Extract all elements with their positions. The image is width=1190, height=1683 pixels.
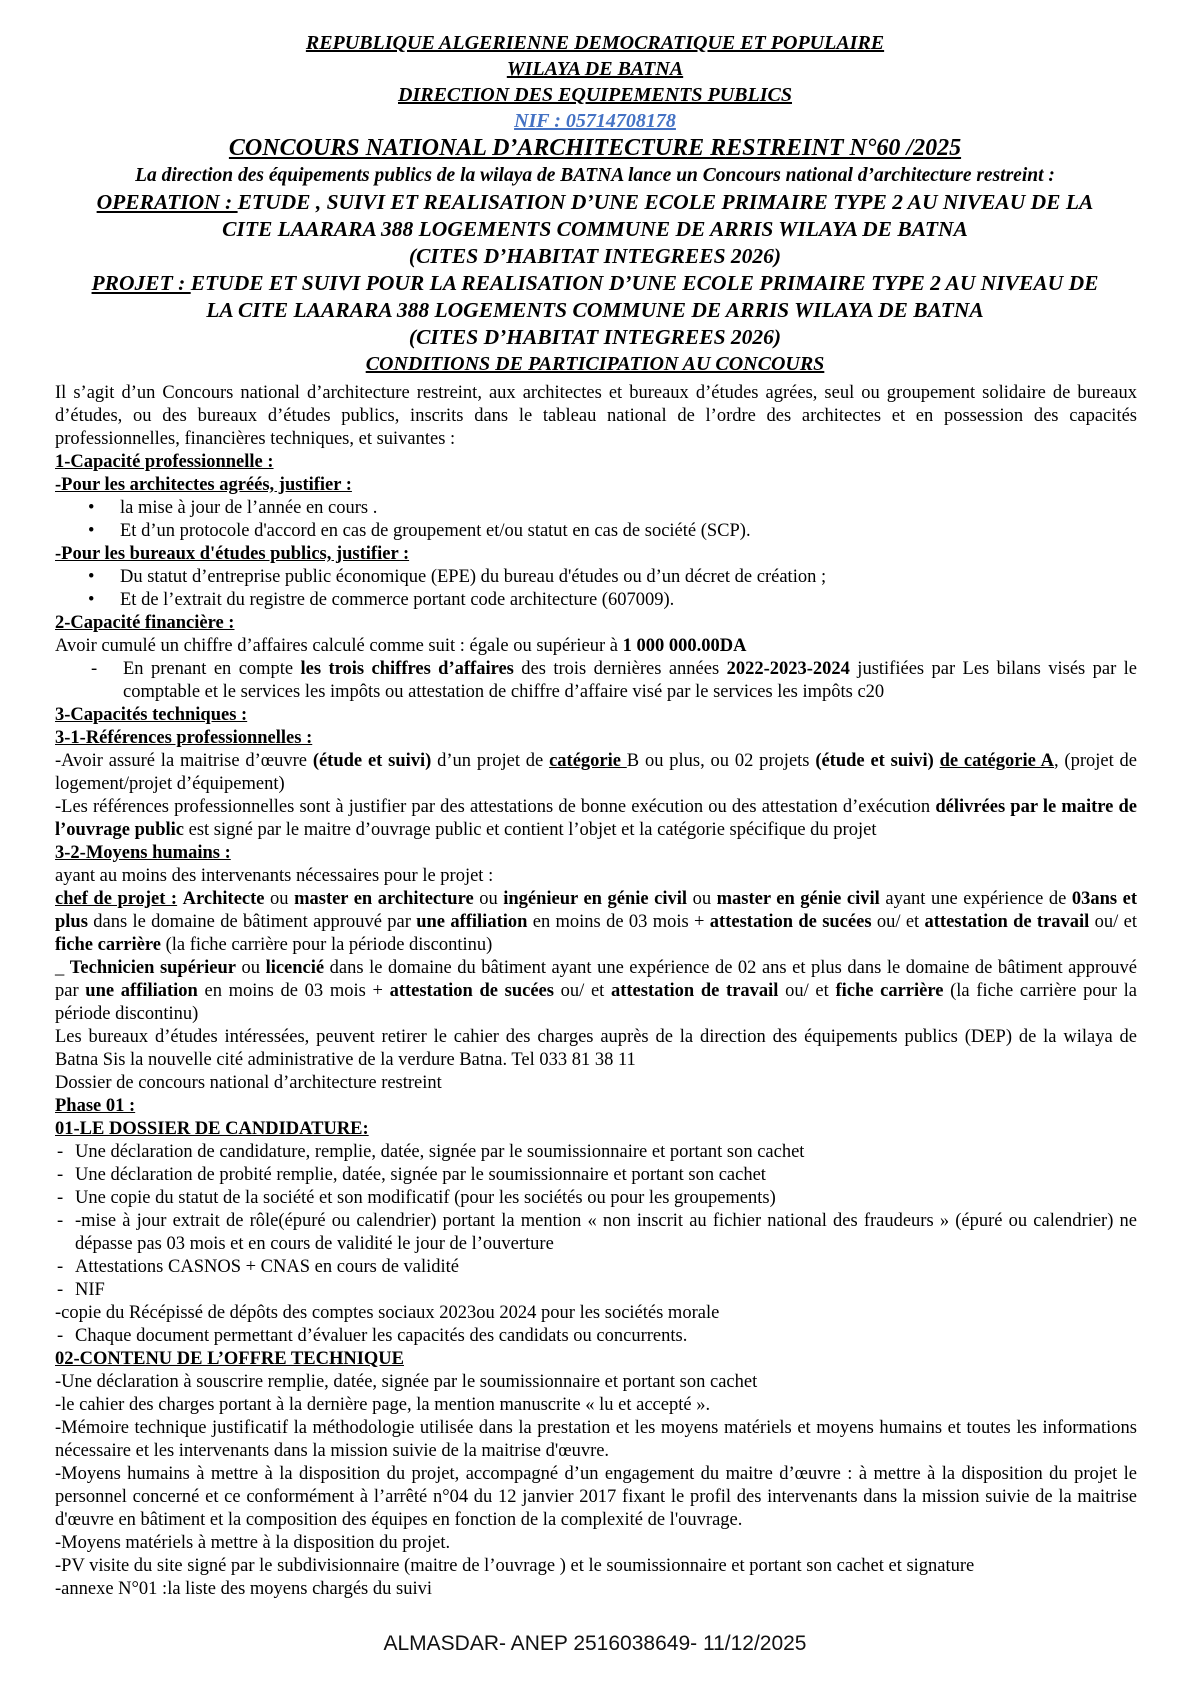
projet-line-3	[0, 324, 1190, 351]
text-run: WILAYA DE BATNA	[506, 58, 684, 80]
text-run: Les bureaux d’études intéressées, peuvent retirer le cahier des charges auprès de la direction des équipements publics (DEP) de la wilaya de Batna Sis la nouvelle cité administrative de la verdure Batna. Tel 033 81 38 11	[55, 1027, 1137, 1070]
direction-title	[0, 82, 1190, 108]
section-heading	[55, 612, 1137, 635]
text-run: B ou plus, ou 02 projets	[626, 751, 816, 771]
paragraph	[55, 382, 1137, 451]
text-run: les trois chiffres d’affaires	[300, 659, 514, 679]
text-run: 01-LE DOSSIER DE CANDIDATURE:	[55, 1119, 369, 1139]
text-run: est signé par le maitre d’ouvrage public et contient l’objet et la catégorie spécifique du projet	[184, 820, 877, 840]
dash-item	[55, 1141, 1137, 1164]
text-run: -Pour les bureaux d'études publics, justifier :	[55, 544, 410, 564]
text-run: DIRECTION DES EQUIPEMENTS PUBLICS	[398, 84, 792, 106]
list-marker: -	[57, 1326, 64, 1346]
text-run: Architecte	[182, 889, 265, 909]
list-marker: -	[57, 1165, 64, 1185]
operation-line-3	[0, 243, 1190, 270]
text-run: -Avoir assuré la maitrise d’œuvre	[55, 751, 313, 771]
text-run: une affiliation	[85, 981, 198, 1001]
text-run: ingénieur en génie civil	[503, 889, 688, 909]
dash-item	[55, 1325, 1137, 1348]
text-run: 3-Capacités techniques :	[55, 705, 248, 725]
section-heading	[55, 1118, 1137, 1141]
text-run: la mise à jour de l’année en cours .	[120, 498, 378, 518]
text-run: de catégorie A	[939, 751, 1054, 771]
text-run: -PV visite du site signé par le subdivisionnaire (maitre de l’ouvrage ) et le soumissionnaire et portant son cachet et signature	[55, 1556, 975, 1576]
text-run: délivrées par le maitre de l’ouvrage public	[55, 797, 1137, 840]
paragraph	[55, 1555, 1137, 1578]
text-run: ou/ et	[778, 981, 836, 1001]
text-run: attestation de sucées	[709, 912, 872, 932]
text-run: PROJET :	[91, 271, 191, 295]
text-run: justifiées par Les bilans visés par le comptable et le services les impôts ou attestation de chiffre d’affaire visé par le services les impôts c20	[123, 659, 1138, 702]
footer-note: ALMASDAR- ANEP 2516038649- 11/12/2025	[383, 1632, 807, 1655]
text-run: 2-Capacité financière :	[55, 613, 235, 633]
projet-line-2	[0, 297, 1190, 324]
text-run: Phase 01 :	[55, 1096, 136, 1116]
text-run: dans le domaine de bâtiment approuvé par	[87, 912, 417, 932]
operation-line	[0, 189, 1190, 216]
text-run: attestation de travail	[610, 981, 779, 1001]
text-run: Technicien supérieur	[69, 958, 236, 978]
text-run: (étude et suivi)	[312, 751, 432, 771]
text-run: Du statut d’entreprise public économique (EPE) du bureau d'études ou d’un décret de création ;	[120, 567, 827, 587]
text-run: 1 000 000.00DA	[622, 636, 747, 656]
text-run: master en architecture	[294, 889, 474, 909]
bullet-item	[55, 520, 1137, 543]
list-marker: •	[88, 498, 95, 518]
text-run: REPUBLIQUE ALGERIENNE DEMOCRATIQUE ET POPULAIRE	[305, 32, 885, 54]
text-run: licencié	[265, 958, 325, 978]
dash-item	[55, 1256, 1137, 1279]
list-marker: •	[88, 521, 95, 541]
list-marker: -	[91, 659, 98, 679]
text-run: d’un projet de	[431, 751, 550, 771]
conditions-title	[0, 351, 1190, 378]
intro-line	[0, 163, 1190, 189]
text-run: LA CITE LAARARA 388 LOGEMENTS COMMUNE DE ARRIS WILAYA DE BATNA	[206, 298, 984, 322]
text-run: 3-1-Références professionnelles :	[55, 728, 313, 748]
text-run: ou/ et	[553, 981, 611, 1001]
text-run: La direction des équipements publics de la wilaya de BATNA lance un Concours national d’architecture restreint :	[135, 165, 1055, 186]
text-run: 02-CONTENU DE L’OFFRE TECHNIQUE	[55, 1349, 404, 1369]
projet-line	[0, 270, 1190, 297]
text-run: NIF	[75, 1280, 105, 1300]
text-run: Attestations CASNOS + CNAS en cours de validité	[75, 1257, 460, 1277]
text-run: CONDITIONS DE PARTICIPATION AU CONCOURS	[365, 353, 825, 375]
text-run: -Mémoire technique justificatif la méthodologie utilisée dans la prestation et les moyens matériels et moyens humains et toutes les informations nécessaire et les intervenants dans la mission suivie de la maitrise d'œuvre.	[55, 1418, 1137, 1461]
text-run: Avoir cumulé un chiffre d’affaires calculé comme suit : égale ou supérieur à	[55, 636, 623, 656]
text-run: Et d’un protocole d'accord en cas de groupement et/ou statut en cas de société (SCP).	[120, 521, 751, 541]
text-run: attestation de travail	[924, 912, 1090, 932]
text-run: (la fiche carrière pour la période discontinu)	[160, 935, 493, 955]
paragraph	[55, 1302, 1137, 1325]
text-run: ou/ et	[1089, 912, 1137, 932]
text-run: -Les références professionnelles sont à justifier par des attestations de bonne exécution ou des attestation d’exécution	[55, 797, 936, 817]
dash-item	[55, 1187, 1137, 1210]
section-heading	[55, 1095, 1137, 1118]
paragraph	[55, 1394, 1137, 1417]
text-run: en moins de 03 mois +	[197, 981, 390, 1001]
list-marker: -	[57, 1211, 64, 1231]
text-run: (CITES D’HABITAT INTEGREES 2026)	[408, 244, 782, 268]
text-run: -Pour les architectes agréés, justifier :	[55, 475, 352, 495]
paragraph	[55, 1371, 1137, 1394]
text-run: Il s’agit d’un Concours national d’architecture restreint, aux architectes et bureaux d’études agrées, seul ou groupement solidaire de bureaux d’études, ou des bureaux d’études publics, inscrits dans le tableau national de l’ordre des architectes et en possession des capacités professionnelles, financières techniques, et suivantes :	[55, 383, 1137, 449]
text-run: ayant au moins des intervenants nécessaires pour le projet :	[55, 866, 494, 886]
text-run: Et de l’extrait du registre de commerce portant code architecture (607009).	[120, 590, 675, 610]
text-run: Dossier de concours national d’architecture restreint	[55, 1073, 442, 1093]
text-run: -Moyens humains à mettre à la disposition du projet, accompagné d’un engagement du maitre d’œuvre : à mettre à la disposition du projet le personnel concerné et ce conformément à l’arrêté n°04 du 12 janvier 2017 fixant le profil des intervenants dans la mission suivie de la maitrise d'œuvre en bâtiment et la composition des équipes en fonction de la complexité de l'ouvrage.	[55, 1464, 1137, 1530]
paragraph	[55, 865, 1137, 888]
text-run: 03ans et plus	[55, 889, 1138, 932]
paragraph	[55, 1026, 1137, 1072]
section-heading	[55, 1348, 1137, 1371]
text-run: Une déclaration de candidature, remplie, datée, signée par le soumissionnaire et portant son cachet	[75, 1142, 805, 1162]
text-run: 2022-2023-2024	[726, 659, 850, 679]
text-run: dans le domaine du bâtiment ayant une expérience de 02 ans et plus dans le domaine de bâtiment approuvé par	[55, 958, 1138, 1001]
text-run: 1-Capacité professionnelle :	[55, 452, 274, 472]
text-run: ou/ et	[871, 912, 925, 932]
paragraph	[55, 796, 1137, 842]
text-run: une affiliation	[416, 912, 528, 932]
text-run: -Une déclaration à souscrire remplie, datée, signée par le soumissionnaire et portant son cachet	[55, 1372, 758, 1392]
text-run: Chaque document permettant d’évaluer les capacités des candidats ou concurrents.	[75, 1326, 688, 1346]
text-run: NIF : 05714708178	[514, 110, 676, 132]
list-marker: •	[88, 567, 95, 587]
list-marker: -	[57, 1142, 64, 1162]
section-heading	[55, 727, 1137, 750]
dash-item	[55, 658, 1137, 704]
text-run: -annexe N°01 :la liste des moyens chargés du suivi	[55, 1579, 432, 1599]
text-run: CITE LAARARA 388 LOGEMENTS COMMUNE DE ARRIS WILAYA DE BATNA	[222, 217, 968, 241]
text-run: Une copie du statut de la société et son modificatif (pour les sociétés ou pour les groupements)	[75, 1188, 776, 1208]
republic-title	[0, 30, 1190, 56]
dash-item	[55, 1210, 1137, 1256]
text-run: -le cahier des charges portant à la dernière page, la mention manuscrite « lu et accepté ».	[55, 1395, 711, 1415]
text-run: catégorie	[549, 751, 627, 771]
list-marker: -	[57, 1188, 64, 1208]
text-run: CONCOURS NATIONAL D’ARCHITECTURE RESTREINT N°60 /2025	[228, 135, 962, 161]
text-run: -mise à jour extrait de rôle(épuré ou calendrier) portant la mention « non inscrit au fichier national des fraudeurs » (épuré ou calendrier) ne dépasse pas 03 mois et en cours de validité le jour de l’ouverture	[75, 1211, 1137, 1254]
list-marker: -	[57, 1257, 64, 1277]
text-run: ou	[473, 889, 504, 909]
text-run: ou	[264, 889, 295, 909]
dash-item	[55, 1279, 1137, 1302]
paragraph	[55, 1578, 1137, 1601]
wilaya-title	[0, 56, 1190, 82]
paragraph	[55, 957, 1137, 1026]
paragraph	[55, 1072, 1137, 1095]
text-run: , (projet de logement/projet d’équipement)	[55, 751, 1138, 794]
text-run: master en génie civil	[716, 889, 880, 909]
paragraph	[55, 888, 1137, 957]
list-marker: •	[88, 590, 95, 610]
nif-number	[0, 108, 1190, 134]
paragraph	[55, 750, 1137, 796]
text-run: ou	[236, 958, 266, 978]
dash-item	[55, 1164, 1137, 1187]
text-run: -Moyens matériels à mettre à la disposition du projet.	[55, 1533, 451, 1553]
bullet-item	[55, 566, 1137, 589]
text-run: attestation de sucées	[389, 981, 554, 1001]
text-run: -copie du Récépissé de dépôts des comptes sociaux 2023ou 2024 pour les sociétés morale	[55, 1303, 720, 1323]
text-run: fiche carrière	[835, 981, 944, 1001]
text-run: ETUDE , SUIVI ET REALISATION D’UNE ECOLE PRIMAIRE TYPE 2 AU NIVEAU DE LA	[237, 190, 1094, 214]
section-heading	[55, 543, 1137, 566]
paragraph	[55, 635, 1137, 658]
text-run: (étude et suivi)	[815, 751, 934, 771]
concours-title	[0, 134, 1190, 163]
text-run: ETUDE ET SUIVI POUR LA REALISATION D’UNE ECOLE PRIMAIRE TYPE 2 AU NIVEAU DE	[190, 271, 1099, 295]
bullet-item	[55, 589, 1137, 612]
text-run: (la fiche carrière pour la période discontinu)	[55, 981, 1137, 1024]
text-run: (CITES D’HABITAT INTEGREES 2026)	[408, 325, 782, 349]
paragraph	[55, 1463, 1137, 1532]
text-run: Une déclaration de probité remplie, datée, signée par le soumissionnaire et portant son cachet	[75, 1165, 766, 1185]
paragraph	[55, 1417, 1137, 1463]
paragraph	[55, 1532, 1137, 1555]
text-run: 3-2-Moyens humains :	[55, 843, 231, 863]
bullet-item	[55, 497, 1137, 520]
text-run: chef de projet :	[55, 889, 178, 909]
text-run: OPERATION :	[96, 190, 238, 214]
operation-line-2	[0, 216, 1190, 243]
document-header	[0, 0, 1190, 378]
text-run: _	[55, 958, 70, 978]
list-marker: -	[57, 1280, 64, 1300]
text-run: ou	[687, 889, 717, 909]
section-heading	[55, 842, 1137, 865]
section-heading	[55, 704, 1137, 727]
document-body	[0, 378, 1190, 1601]
text-run: en moins de 03 mois +	[527, 912, 710, 932]
text-run: ayant une expérience de	[879, 889, 1072, 909]
text-run: des trois dernières années	[513, 659, 727, 679]
text-run: fiche carrière	[55, 935, 161, 955]
text-run: En prenant en compte	[123, 659, 301, 679]
section-heading	[55, 451, 1137, 474]
section-heading	[55, 474, 1137, 497]
